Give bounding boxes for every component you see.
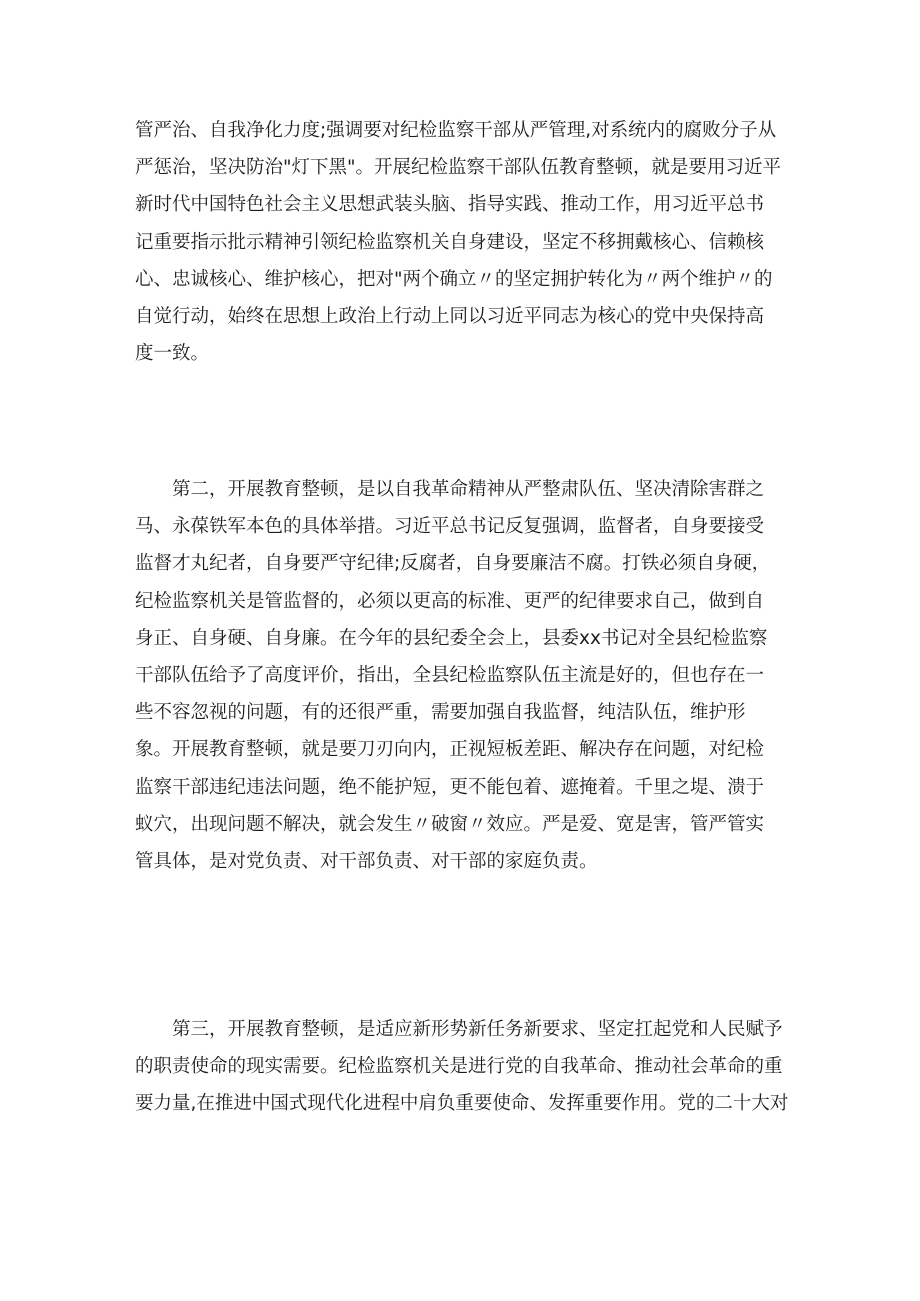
text-line: 干部队伍给予了高度评价，指出，全县纪检监察队伍主流是好的，但也存在一 xyxy=(135,664,765,686)
text-line: 第三，开展教育整顿，是适应新形势新任务新要求、坚定扛起党和人民赋予 xyxy=(172,1019,783,1040)
text-line: 度一致。 xyxy=(135,343,210,365)
text-line: 记重要指示批示精神引领纪检监察机关自身建设，坚定不移拥戴核心、信赖核 xyxy=(135,231,765,253)
text-line: 管具体，是对党负责、对干部负责、对干部的家庭负责。 xyxy=(135,850,598,872)
text-line: 马、永葆铁军本色的具体举措。习近平总书记反复强调，监督者，自身要接受 xyxy=(135,516,765,538)
paragraph-3 xyxy=(135,1011,795,1123)
paragraph-2 xyxy=(135,471,795,880)
text-line: 新时代中国特色社会主义思想武装头脑、指导实践、推动工作，用习近平总书 xyxy=(135,194,765,216)
paragraph-1 xyxy=(135,112,795,372)
text-line: 第二，开展教育整顿，是以自我革命精神从严整肃队伍、坚决清除害群之 xyxy=(172,479,765,500)
text-line: 蚁穴，出现问题不解决，就会发生〃破窗〃效应。严是爱、宽是害，管严管实 xyxy=(135,813,765,835)
text-line: 的职责使命的现实需要。纪检监察机关是进行党的自我革命、推动社会革命的重 xyxy=(135,1056,783,1078)
text-line: 些不容忽视的问题，有的还很严重，需要加强自我监督，纯洁队伍，维护形 xyxy=(135,702,746,724)
text-line: 监察干部违纪违法问题，绝不能护短，更不能包着、遮掩着。千里之堤、溃于 xyxy=(135,776,765,798)
text-line: 要力量,在推进中国式现代化进程中肩负重要使命、发挥重要作用。党的二十大对 xyxy=(135,1093,789,1115)
text-line: 管严治、自我净化力度;强调要对纪检监察干部从严管理,对系统内的腐败分子从 xyxy=(135,120,777,141)
text-line: 心、忠诚核心、维护核心，把对"两个确立〃的坚定拥护转化为〃两个维护〃的 xyxy=(135,268,773,290)
text-line: 象。开展教育整顿，就是要刀刃向内，正视短板差距、解决存在问题，对纪检 xyxy=(135,739,765,761)
text-line: 监督才丸纪者，自身要严守纪律;反腐者，自身要廉洁不腐。打铁必须自身硬， xyxy=(135,553,771,575)
text-line: 自觉行动，始终在思想上政治上行动上同以习近平同志为核心的党中央保持高 xyxy=(135,305,765,327)
text-line: 严惩治，坚决防治"灯下黑"。开展纪检监察干部队伍教育整顿，就是要用习近平 xyxy=(135,157,782,179)
text-line: 身正、自身硬、自身廉。在今年的县纪委全会上，县委xx书记对全县纪检监察 xyxy=(135,627,768,649)
text-line: 纪检监察机关是管监督的，必须以更高的标准、更严的纪律要求自己，做到自 xyxy=(135,590,765,612)
